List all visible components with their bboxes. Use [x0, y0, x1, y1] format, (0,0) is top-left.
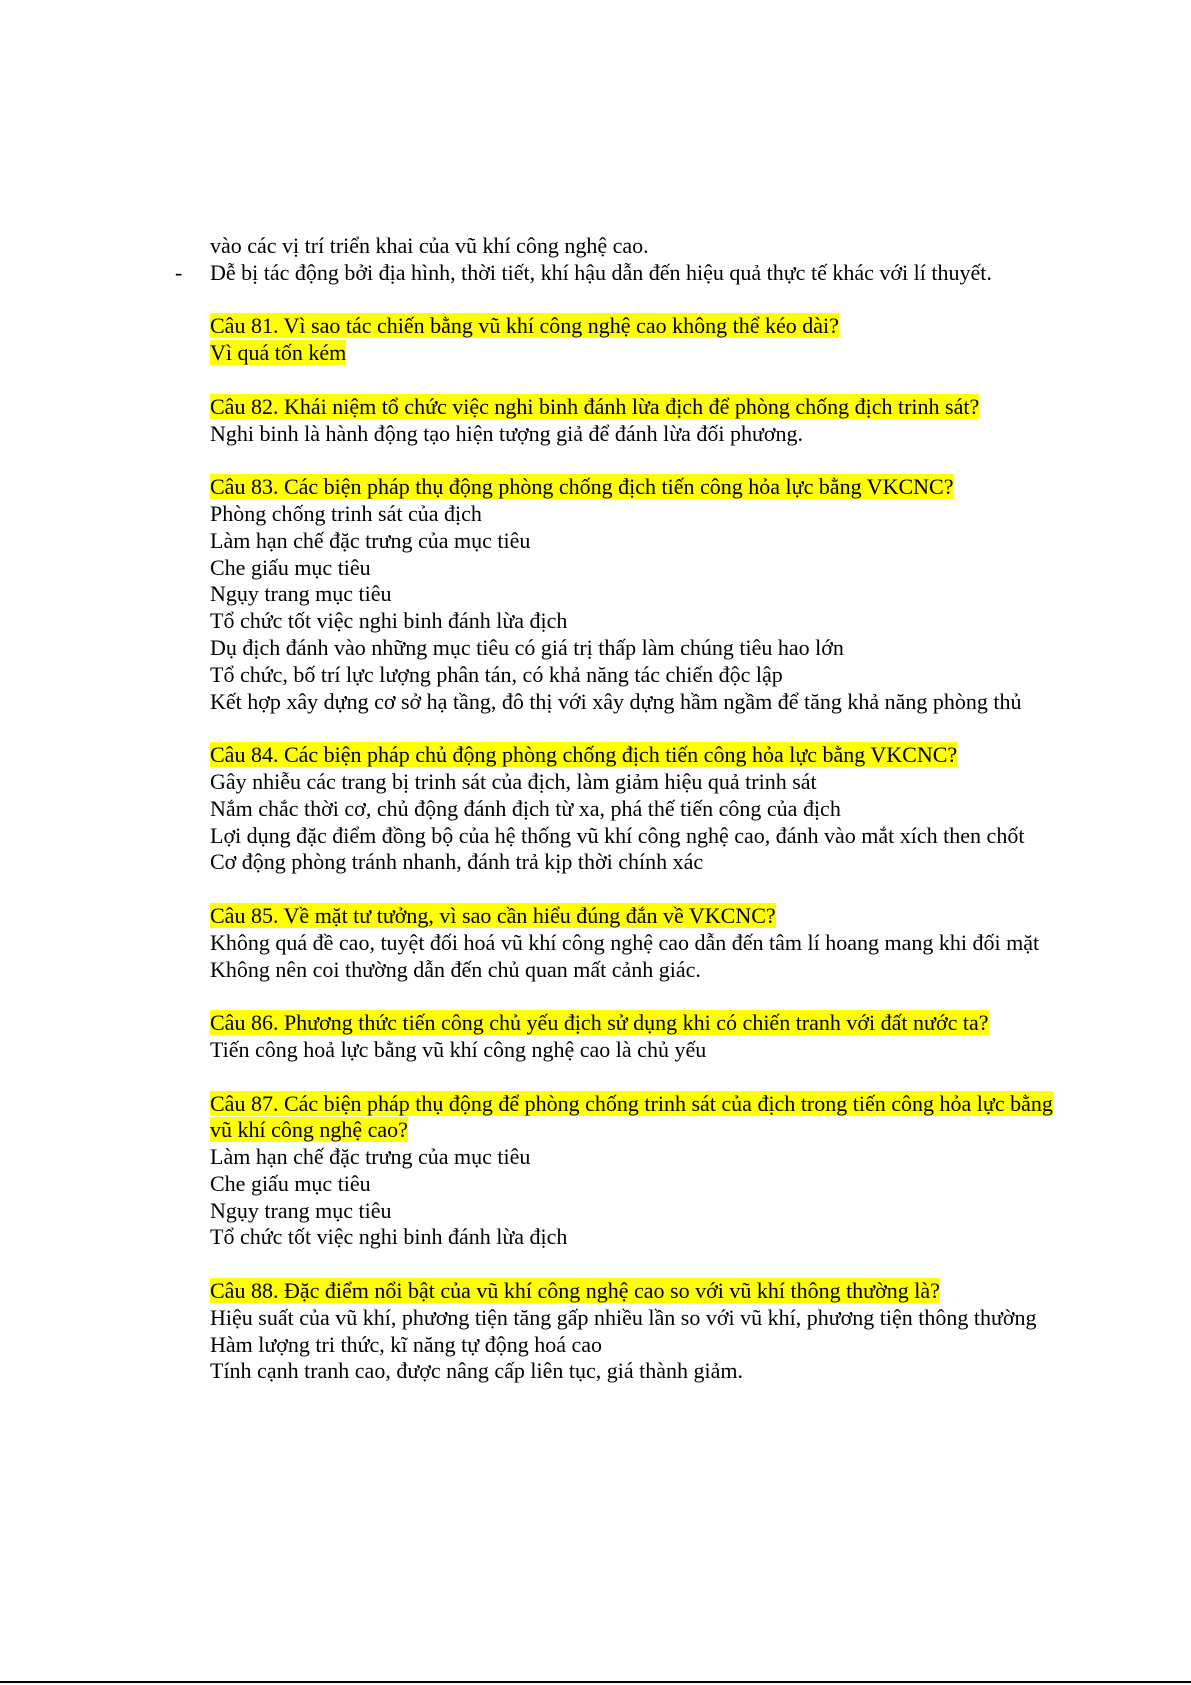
question-text: Câu 83. Các biện pháp thụ động phòng chống địch tiến công hỏa lực bằng VKCNC?: [210, 474, 954, 500]
question-text: Câu 86. Phương thức tiến công chủ yếu địch sử dụng khi có chiến tranh với đất nước ta?: [210, 1010, 989, 1036]
bullet-item: [175, 259, 1060, 287]
answer-text: Tổ chức tốt việc nghi binh đánh lừa địch: [210, 1224, 568, 1250]
answer-line: [210, 689, 1060, 716]
answer-text: Tính cạnh tranh cao, được nâng cấp liên tục, giá thành giảm.: [210, 1358, 744, 1384]
answer-text: Hiệu suất của vũ khí, phương tiện tăng gấp nhiều lần so với vũ khí, phương tiện thông thường: [210, 1304, 1037, 1330]
answer-text: Che giấu mục tiêu: [210, 1170, 371, 1196]
answer-text: Không nên coi thường dẫn đến chủ quan mất cảnh giác.: [210, 956, 701, 982]
answer-text: Vì quá tốn kém: [210, 340, 347, 366]
answer-line: [210, 501, 1060, 528]
answer-line: [210, 1332, 1060, 1359]
answer-text: Không quá đề cao, tuyệt đối hoá vũ khí công nghệ cao dẫn đến tâm lí hoang mang khi đối mặt: [210, 929, 1040, 955]
answer-line: [210, 1171, 1060, 1198]
question-text: Câu 81. Vì sao tác chiến bằng vũ khí công nghệ cao không thể kéo dài?: [210, 313, 839, 339]
answer-text: Lợi dụng đặc điểm đồng bộ của hệ thống vũ khí công nghệ cao, đánh vào mắt xích then chốt: [210, 822, 1025, 848]
answer-line: [210, 1037, 1060, 1064]
answer-line: [210, 1144, 1060, 1171]
answer-line: [210, 849, 1060, 876]
answer-text: Làm hạn chế đặc trưng của mục tiêu: [210, 527, 531, 553]
answer-text: Tiến công hoả lực bằng vũ khí công nghệ cao là chủ yếu: [210, 1036, 707, 1062]
answer-line: [210, 528, 1060, 555]
answer-text: Cơ động phòng tránh nhanh, đánh trả kịp thời chính xác: [210, 849, 704, 875]
question-block: [210, 474, 1060, 715]
question-line: [210, 1278, 1060, 1305]
answer-text: Phòng chống trinh sát của địch: [210, 500, 482, 526]
question-line: [210, 1091, 1060, 1145]
answer-line: [210, 340, 1060, 367]
answer-line: [210, 957, 1060, 984]
answer-line: [210, 769, 1060, 796]
continuation-line: vào các vị trí triển khai của vũ khí công nghệ cao.: [210, 233, 649, 258]
answer-text: Dụ địch đánh vào những mục tiêu có giá trị thấp làm chúng tiêu hao lớn: [210, 634, 844, 660]
answer-text: Gây nhiễu các trang bị trinh sát của địch, làm giảm hiệu quả trinh sát: [210, 768, 817, 794]
answer-line: [210, 1305, 1060, 1332]
answer-text: Hàm lượng tri thức, kĩ năng tự động hoá cao: [210, 1331, 602, 1357]
answer-line: [210, 555, 1060, 582]
question-block: [210, 394, 1060, 448]
question-block: [210, 1278, 1060, 1385]
answer-line: [210, 608, 1060, 635]
question-block: [210, 1010, 1060, 1064]
answer-line: [210, 421, 1060, 448]
page-bottom-rule: [0, 1681, 1191, 1683]
answer-line: [210, 796, 1060, 823]
question-text: Câu 87. Các biện pháp thụ động để phòng chống trinh sát của địch trong tiến công hỏa lực bằng vũ khí công nghệ cao?: [210, 1090, 1053, 1143]
answer-line: [210, 581, 1060, 608]
bullet-dash: -: [175, 259, 183, 285]
question-list: [210, 313, 1060, 1385]
question-text: Câu 85. Về mặt tư tưởng, vì sao cần hiểu đúng đắn về VKCNC?: [210, 902, 776, 928]
question-text: Câu 84. Các biện pháp chủ động phòng chống địch tiến công hỏa lực bằng VKCNC?: [210, 742, 958, 768]
question-line: [210, 742, 1060, 769]
answer-line: [210, 1198, 1060, 1225]
bullet-text: Dễ bị tác động bởi địa hình, thời tiết, khí hậu dẫn đến hiệu quả thực tế khác với lí thuyết.: [210, 259, 992, 285]
question-line: [210, 903, 1060, 930]
answer-line: [210, 635, 1060, 662]
answer-text: Nắm chắc thời cơ, chủ động đánh địch từ xa, phá thế tiến công của địch: [210, 795, 841, 821]
answer-text: Nghi binh là hành động tạo hiện tượng giả để đánh lừa đối phương.: [210, 420, 804, 446]
question-line: [210, 394, 1060, 421]
question-block: [210, 742, 1060, 876]
answer-line: [210, 930, 1060, 957]
question-line: [210, 474, 1060, 501]
answer-text: Làm hạn chế đặc trưng của mục tiêu: [210, 1144, 531, 1170]
answer-text: Ngụy trang mục tiêu: [210, 581, 392, 607]
question-block: [210, 313, 1060, 367]
answer-line: [210, 662, 1060, 689]
answer-line: [210, 1224, 1060, 1251]
answer-text: Tổ chức tốt việc nghi binh đánh lừa địch: [210, 608, 568, 634]
question-block: [210, 903, 1060, 983]
answer-line: [210, 1358, 1060, 1385]
answer-text: Kết hợp xây dựng cơ sở hạ tầng, đô thị với xây dựng hầm ngầm để tăng khả năng phòng thủ: [210, 688, 1022, 714]
question-line: [210, 1010, 1060, 1037]
question-block: [210, 1091, 1060, 1252]
page-content: [175, 233, 1060, 1385]
question-line: [210, 313, 1060, 340]
question-text: Câu 82. Khái niệm tổ chức việc nghi binh đánh lừa địch để phòng chống địch trinh sát?: [210, 393, 980, 419]
answer-text: Tổ chức, bố trí lực lượng phân tán, có khả năng tác chiến độc lập: [210, 661, 783, 687]
question-text: Câu 88. Đặc điểm nổi bật của vũ khí công nghệ cao so với vũ khí thông thường là?: [210, 1278, 940, 1304]
answer-text: Che giấu mục tiêu: [210, 554, 371, 580]
answer-line: [210, 823, 1060, 850]
answer-text: Ngụy trang mục tiêu: [210, 1197, 392, 1223]
